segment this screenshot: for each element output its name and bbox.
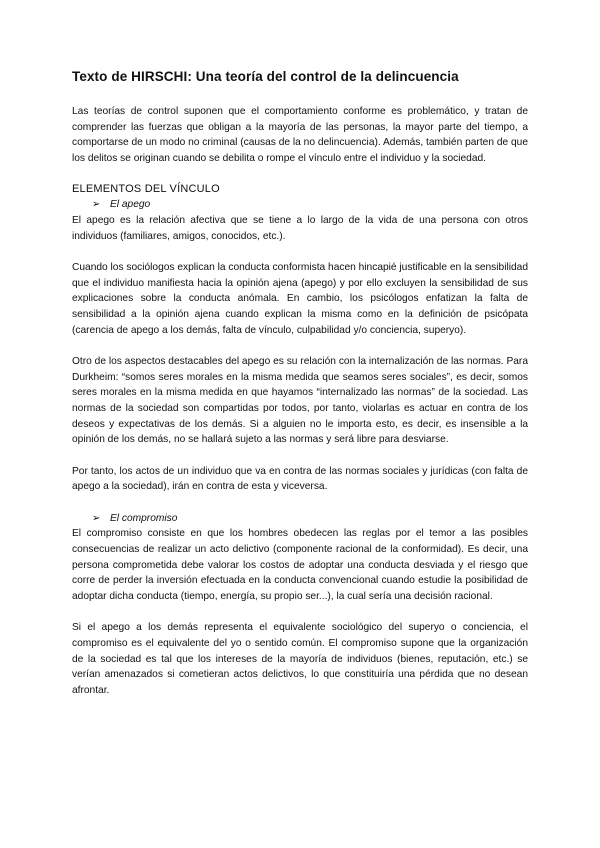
bullet-apego-label: El apego	[110, 199, 151, 211]
arrowhead-bullet-icon: ➢	[92, 512, 101, 524]
apego-paragraph-1: El apego es la relación afectiva que se tiene a lo largo de la vida de una persona con otros individuos (familiares, amigos, conocidos, etc.).	[72, 214, 528, 242]
bullet-apego	[92, 197, 528, 213]
bullet-compromiso	[92, 511, 528, 527]
section-title: ELEMENTOS DEL VÍNCULO	[72, 183, 220, 196]
compromiso-paragraph-1: El compromiso consiste en que los hombres obedecen las reglas por el temor a las posibles consecuencias de realizar un acto delictivo (componente racional de la conformidad). Es decir, una persona comprometida debe valorar los costos de adoptar una conducta desviada y el riesgo que corre de perder la inversión efectuada en la conducta convencional cuando estudie la posibilidad de adoptar dicha conducta (tiempo, energía, su propio ser...), la cual sería una decisión racional.	[72, 528, 528, 602]
arrowhead-bullet-icon: ➢	[92, 199, 101, 211]
compromiso-paragraph-2: Si el apego a los demás representa el equivalente sociológico del superyo o conciencia, el compromiso es el equivalente del yo o sentido común. El compromiso supone que la organización de la sociedad es tal que los intereses de la mayoría de individuos (bienes, reputación, etc.) se verían amenazados si cometieran actos delictivos, lo que constituiría una pérdida que no desean afrontar.	[72, 622, 528, 696]
document-page	[72, 68, 528, 698]
intro-paragraph: Las teorías de control suponen que el comportamiento conforme es problemático, y tratan de comprender las fuerzas que obligan a la mayoría de las personas, la mayor parte del tiempo, a comportarse de un modo no criminal (causas de la no delincuencia). Además, también parten de que los delitos se originan cuando se debilita o rompe el vínculo entre el individuo y la sociedad.	[72, 106, 528, 164]
apego-paragraph-4: Por tanto, los actos de un individuo que va en contra de las normas sociales y jurídicas (con falta de apego a la sociedad), irán en contra de esta y viceversa.	[72, 465, 528, 493]
apego-paragraph-3: Otro de los aspectos destacables del apego es su relación con la internalización de las normas. Para Durkheim: “somos seres morales en la misma medida que seamos seres sociales”, es decir, somos seres morales en la misma medida en que hayamos “internalizado las normas” de la sociedad. Las normas de la sociedad son compartidas por todos, por tanto, violarlas es actuar en contra de los deseos y expectativas de los demás. Si a alguien no le importa esto, es decir, es insensible a la opinión de los demás, no se hallará sujeto a las normas y será libre para desviarse.	[72, 356, 528, 446]
bullet-compromiso-label: El compromiso	[110, 512, 178, 524]
apego-paragraph-2: Cuando los sociólogos explican la conducta conformista hacen hincapié justificable en la sensibilidad que el individuo manifiesta hacia la opinión ajena (apego) y por ello excluyen la sensibilidad de sus explicaciones sobre la conducta anómala. En cambio, los psicólogos enfatizan la falta de sensibilidad a la opinión ajena cuando explican la misma como en la definición de psicópata (carencia de apego a los demás, falta de vínculo, culpabilidad y/o conciencia, superyo).	[72, 262, 528, 336]
document-title: Texto de HIRSCHI: Una teoría del control de la delincuencia	[72, 69, 459, 84]
